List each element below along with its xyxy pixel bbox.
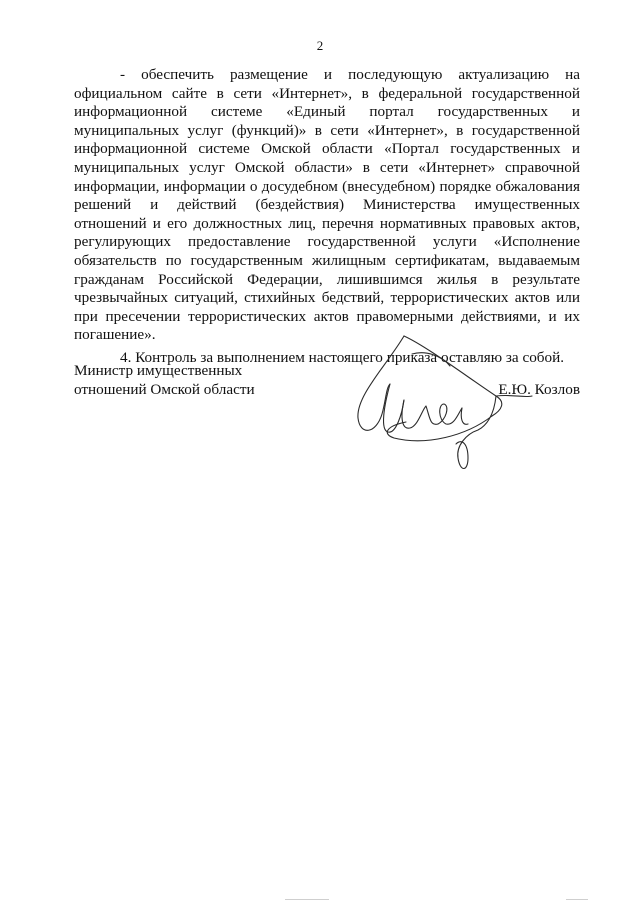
- signer-position-line-2: отношений Омской области: [74, 380, 255, 398]
- scan-artifact-line: [566, 899, 588, 900]
- signer-position: [74, 362, 294, 399]
- signer-position-line-1: Министр имущественных: [74, 362, 243, 379]
- signature-block: [74, 362, 580, 492]
- body-paragraph-2: 4. Контроль за выполнением настоящего приказа оставляю за собой.: [120, 348, 565, 366]
- document-body: [74, 66, 580, 368]
- signer-name: Е.Ю. Козлов: [498, 380, 580, 398]
- body-paragraph-1: - обеспечить размещение и последующую актуализацию на официальном сайте в сети «Интернет», в федеральной государственной информационной системе «Единый портал государственных и муниципальных услуг (функций)» в сети «Интернет», в государственной информационной системе Омской области «Портал государственных и муниципальных услуг Омской области» в сети «Интернет» справочной информации, информации о досудебном (внесудебном) порядке обжалования решений и действий (бездействия) Министерства имущественных отношений и его должностных лиц, перечня нормативных правовых актов, регулирующих предоставление государственной услуги «Исполнение обязательств по государственным жилищным сертификатам, выдаваемым гражданам Российской Федерации, лишившимся жилья в результате чрезвычайных ситуаций, стихийных бедствий, террористических актов или при пресечении террористических актов правомерными действиями, и их погашение».: [74, 66, 580, 344]
- page-number: 2: [316, 38, 324, 53]
- handwritten-signature: [346, 326, 536, 476]
- scan-artifact-line: [285, 899, 329, 900]
